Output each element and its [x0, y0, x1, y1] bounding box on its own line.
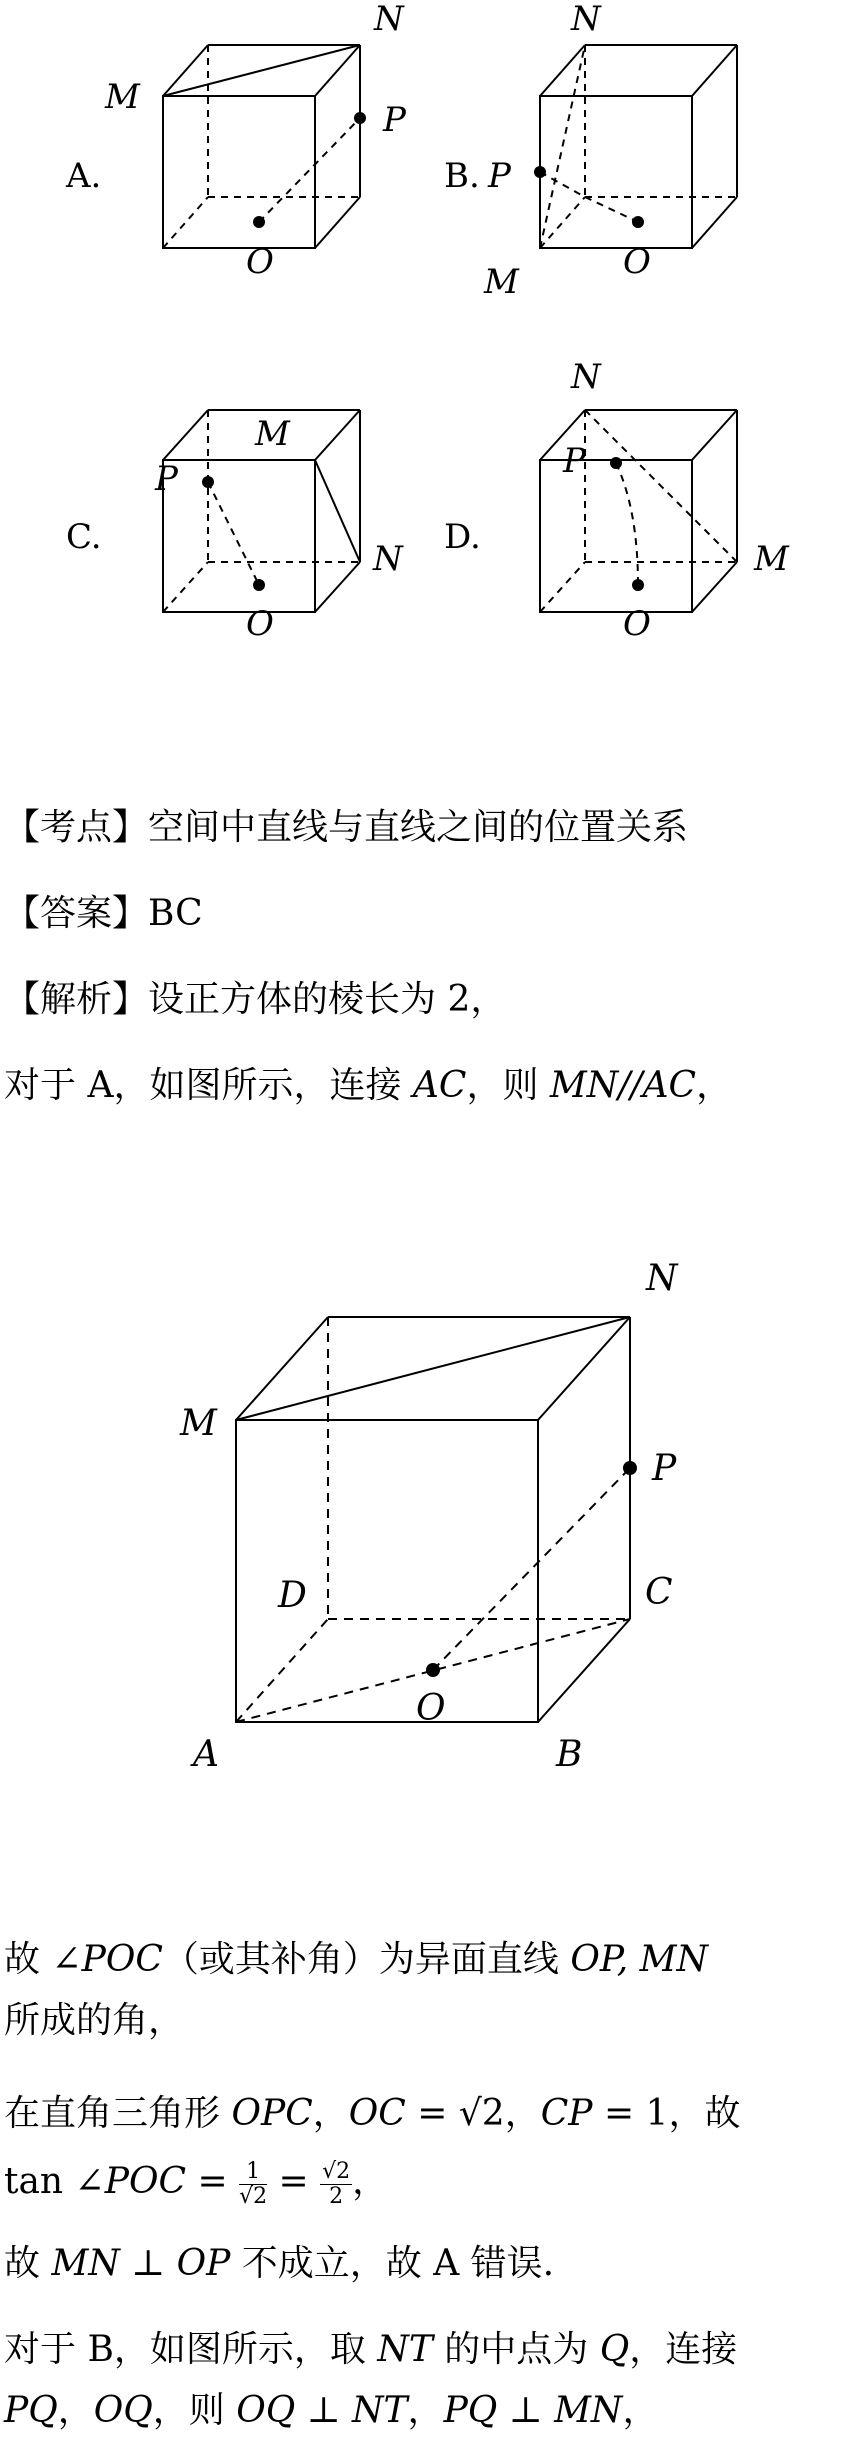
fraction-denominator: 2: [329, 2183, 344, 2209]
text-segment: ，: [57, 2390, 94, 2431]
text-segment: ，则: [466, 1065, 550, 1106]
text-segment: = √2，: [405, 2093, 541, 2134]
text-segment: ，: [622, 2390, 659, 2431]
analysis-text: 设正方体的棱长为 2，: [148, 979, 507, 1020]
text-segment: ，则: [152, 2390, 237, 2431]
kaodian-text: 空间中直线与直线之间的位置关系: [148, 807, 689, 848]
math-segment: CP: [540, 2093, 593, 2134]
text-segment: ，连接: [629, 2329, 738, 2370]
point-p-a: [354, 112, 366, 124]
option-c-label: C.: [66, 517, 102, 557]
fraction: [320, 2160, 352, 2209]
math-segment: OP: [176, 2243, 231, 2284]
text-segment: =: [186, 2161, 240, 2202]
label-a: A: [193, 1734, 219, 1775]
label-m-b: M: [484, 262, 519, 302]
fraction-numerator: √2: [322, 2158, 351, 2184]
math-segment: POC: [104, 2161, 187, 2202]
label-b: B: [556, 1734, 583, 1775]
label-m-a: M: [105, 77, 140, 117]
point-o-b: [632, 216, 644, 228]
text-segment: =: [267, 2161, 321, 2202]
math-segment: MN//AC: [549, 1065, 697, 1106]
tan-line: [4, 2152, 388, 2212]
label-c: C: [645, 1572, 673, 1613]
text-segment: 不成立，故 A 错误.: [230, 2243, 555, 2284]
math-segment: POC: [81, 1939, 163, 1980]
math-segment: OC: [348, 2093, 406, 2134]
label-n-d: N: [571, 360, 601, 397]
cube-figure-large: [0, 1250, 859, 1790]
label-m: M: [180, 1403, 217, 1444]
label-p-d: P: [563, 441, 586, 481]
label-m-d: M: [754, 539, 789, 579]
text-segment: = 1，故: [592, 2093, 741, 2134]
perp-line: [4, 2239, 554, 2289]
answer-line: [4, 889, 203, 939]
option-a-label: A.: [66, 156, 102, 196]
option-d-label: D.: [444, 517, 481, 557]
label-d: D: [278, 1575, 307, 1616]
text-segment: ⊥: [295, 2390, 353, 2431]
point-p-d: [610, 457, 622, 469]
math-segment: PQ: [443, 2390, 498, 2431]
label-n-b: N: [571, 0, 601, 39]
text-segment: （或其补角）为异面直线: [162, 1939, 571, 1980]
label-n-a: N: [374, 0, 404, 39]
text-segment: ，: [407, 2390, 444, 2431]
math-segment: PQ: [4, 2390, 58, 2431]
text-segment: tan ∠: [4, 2161, 105, 2202]
text-segment: ，: [352, 2161, 389, 2202]
label-p: P: [652, 1448, 677, 1489]
point-p-c: [202, 476, 214, 488]
answer-tag: 【答案】: [4, 893, 149, 934]
text-segment: ⊥: [119, 2243, 177, 2284]
text-segment: 对于 B，如图所示，取: [4, 2329, 378, 2370]
fraction-denominator: √2: [239, 2183, 268, 2209]
math-segment: NT: [352, 2390, 408, 2431]
label-o-a: O: [246, 242, 274, 282]
label-n-c: N: [373, 539, 403, 579]
text-segment: 故 ∠: [4, 1939, 82, 1980]
point-p: [623, 1461, 637, 1475]
math-segment: AC: [412, 1065, 467, 1106]
kaodian-tag: 【考点】: [4, 807, 149, 848]
point-o-a: [253, 216, 265, 228]
text-segment: 在直角三角形: [4, 2093, 232, 2134]
math-segment: OQ: [236, 2390, 296, 2431]
math-segment: OP, MN: [570, 1939, 709, 1980]
text-segment: ，: [696, 1065, 733, 1106]
label-o-b: O: [623, 242, 651, 282]
angle-line-1: [4, 1935, 708, 1985]
label-m-c: M: [255, 414, 290, 454]
math-segment: MN: [51, 2243, 120, 2284]
math-segment: NT: [377, 2329, 433, 2370]
case-b-line-2: [4, 2386, 658, 2436]
case-b-line-1: [4, 2325, 737, 2375]
kaodian-line: [4, 803, 688, 853]
analysis-tag: 【解析】: [4, 979, 149, 1020]
text-segment: 故: [4, 2243, 52, 2284]
point-o-d: [632, 579, 644, 591]
label-n: N: [646, 1258, 678, 1299]
fraction-numerator: 1: [239, 2160, 267, 2185]
triangle-line: [4, 2089, 740, 2139]
math-segment: OPC: [231, 2093, 313, 2134]
math-segment: Q: [599, 2329, 630, 2370]
math-segment: MN: [554, 2390, 623, 2431]
label-o-d: O: [623, 604, 651, 644]
fraction: [239, 2160, 267, 2209]
option-b-label: B.: [444, 156, 480, 196]
analysis-line: [4, 975, 506, 1025]
text-segment: 对于 A，如图所示，连接: [4, 1065, 413, 1106]
label-p-a: P: [383, 100, 406, 140]
options-figure-cd: [0, 360, 859, 660]
text-segment: 的中点为: [432, 2329, 600, 2370]
math-segment: OQ: [93, 2390, 153, 2431]
label-p-c: P: [155, 459, 178, 499]
label-p-b: P: [488, 156, 511, 196]
label-o-c: O: [246, 604, 274, 644]
point-p-b: [534, 166, 546, 178]
case-a-line: [4, 1061, 732, 1111]
text-segment: ，: [312, 2093, 349, 2134]
point-o: [426, 1663, 440, 1677]
text-segment: 所成的角，: [4, 2000, 185, 2041]
answer-text: BC: [148, 893, 203, 934]
angle-line-2: [4, 1996, 184, 2046]
options-figure-ab: [0, 0, 859, 330]
label-o: O: [416, 1688, 446, 1729]
point-o-c: [253, 579, 265, 591]
text-segment: ⊥: [497, 2390, 555, 2431]
